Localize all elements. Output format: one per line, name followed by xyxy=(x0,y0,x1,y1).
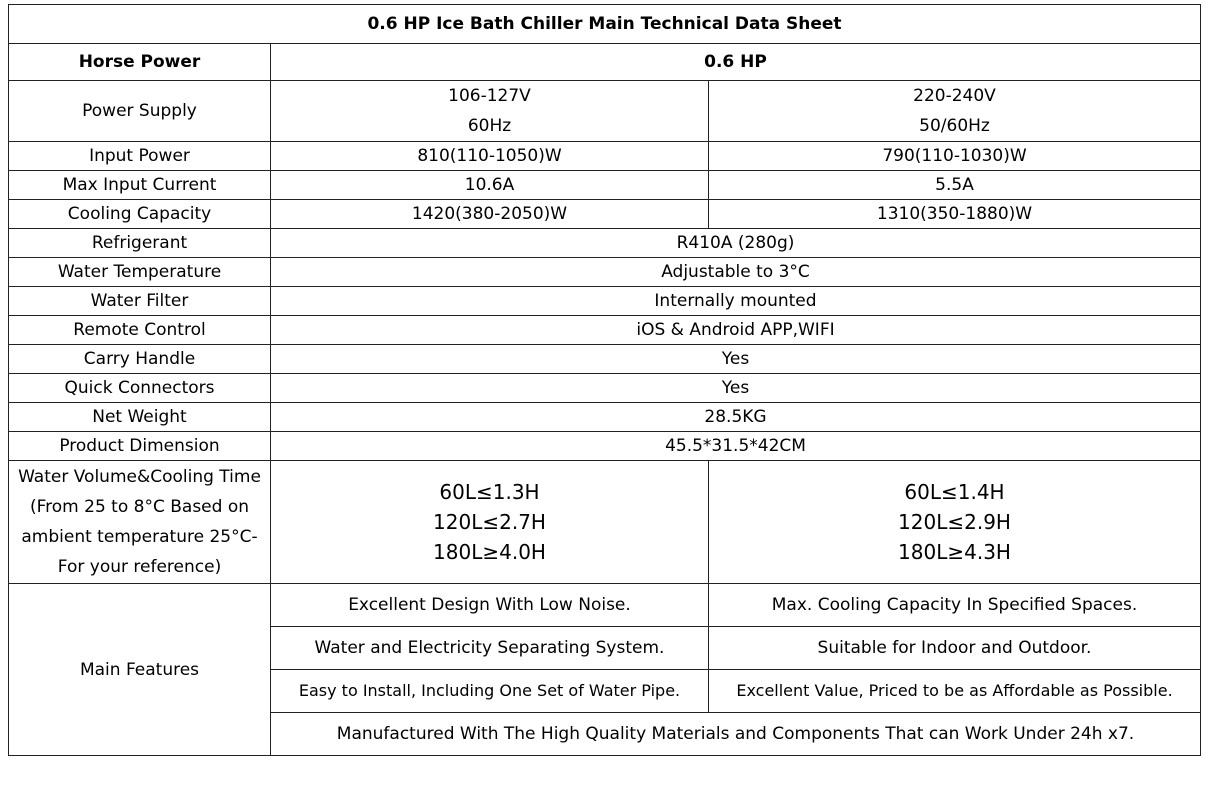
frequency-value: 60Hz xyxy=(467,116,512,136)
row-label: Input Power xyxy=(9,142,271,171)
cell-value: Adjustable to 3°C xyxy=(271,258,1201,287)
frequency-value: 50/60Hz xyxy=(919,116,990,136)
feature-cell: Excellent Design With Low Noise. xyxy=(271,584,709,627)
row-label: Water Temperature xyxy=(9,258,271,287)
cooling-time-220v xyxy=(709,461,1201,584)
cell-value: Internally mounted xyxy=(271,287,1201,316)
table-row xyxy=(9,229,1201,258)
cell-value: 790(110-1030)W xyxy=(709,142,1201,171)
feature-cell: Max. Cooling Capacity In Specified Spaces. xyxy=(709,584,1201,627)
cell-value: 5.5A xyxy=(709,171,1201,200)
feature-cell: Excellent Value, Priced to be as Affordable as Possible. xyxy=(709,670,1201,713)
label-line: (From 25 to 8°C Based on xyxy=(29,497,250,517)
feature-cell: Suitable for Indoor and Outdoor. xyxy=(709,627,1201,670)
power-supply-label: Power Supply xyxy=(9,81,271,142)
horse-power-value: 0.6 HP xyxy=(271,44,1201,81)
cooling-time-value: 60L≤1.4H xyxy=(904,480,1005,504)
sheet-title: 0.6 HP Ice Bath Chiller Main Technical Data Sheet xyxy=(9,5,1201,44)
main-features-label: Main Features xyxy=(9,584,271,756)
table-row xyxy=(9,584,1201,627)
cell-value: Yes xyxy=(271,345,1201,374)
row-label: Max Input Current xyxy=(9,171,271,200)
cooling-time-value: 120L≤2.7H xyxy=(433,510,546,534)
row-label: Product Dimension xyxy=(9,432,271,461)
horse-power-label: Horse Power xyxy=(9,44,271,81)
table-row xyxy=(9,142,1201,171)
table-row xyxy=(9,200,1201,229)
row-label: Refrigerant xyxy=(9,229,271,258)
table-row xyxy=(9,403,1201,432)
table-row xyxy=(9,345,1201,374)
label-line: Water Volume&Cooling Time xyxy=(18,467,261,487)
row-label: Carry Handle xyxy=(9,345,271,374)
row-label: Remote Control xyxy=(9,316,271,345)
cooling-time-value: 180L≥4.3H xyxy=(898,540,1011,564)
table-row xyxy=(9,81,1201,142)
cell-value: 810(110-1050)W xyxy=(271,142,709,171)
table-row xyxy=(9,316,1201,345)
cooling-time-value: 180L≥4.0H xyxy=(433,540,546,564)
table-row xyxy=(9,374,1201,403)
row-label: Cooling Capacity xyxy=(9,200,271,229)
cooling-time-110v xyxy=(271,461,709,584)
cell-value: iOS & Android APP,WIFI xyxy=(271,316,1201,345)
label-line: For your reference) xyxy=(57,557,222,577)
cell-value: 1420(380-2050)W xyxy=(271,200,709,229)
cell-value: 10.6A xyxy=(271,171,709,200)
feature-cell: Easy to Install, Including One Set of Water Pipe. xyxy=(271,670,709,713)
table-row xyxy=(9,432,1201,461)
voltage-value: 106-127V xyxy=(448,86,531,106)
feature-cell: Water and Electricity Separating System. xyxy=(271,627,709,670)
label-line: ambient temperature 25°C- xyxy=(21,527,258,547)
table-row xyxy=(9,287,1201,316)
feature-cell-full: Manufactured With The High Quality Materials and Components That can Work Under 24h x7. xyxy=(271,713,1201,756)
table-row xyxy=(9,171,1201,200)
cell-value: 45.5*31.5*42CM xyxy=(271,432,1201,461)
power-supply-220v xyxy=(709,81,1201,142)
table-row xyxy=(9,258,1201,287)
cell-value: 1310(350-1880)W xyxy=(709,200,1201,229)
water-volume-label xyxy=(9,461,271,584)
cell-value: R410A (280g) xyxy=(271,229,1201,258)
cooling-time-value: 120L≤2.9H xyxy=(898,510,1011,534)
data-sheet-table xyxy=(8,4,1201,756)
cell-value: 28.5KG xyxy=(271,403,1201,432)
row-label: Water Filter xyxy=(9,287,271,316)
power-supply-110v xyxy=(271,81,709,142)
voltage-value: 220-240V xyxy=(913,86,996,106)
cell-value: Yes xyxy=(271,374,1201,403)
row-label: Net Weight xyxy=(9,403,271,432)
row-label: Quick Connectors xyxy=(9,374,271,403)
table-row xyxy=(9,461,1201,584)
cooling-time-value: 60L≤1.3H xyxy=(439,480,540,504)
